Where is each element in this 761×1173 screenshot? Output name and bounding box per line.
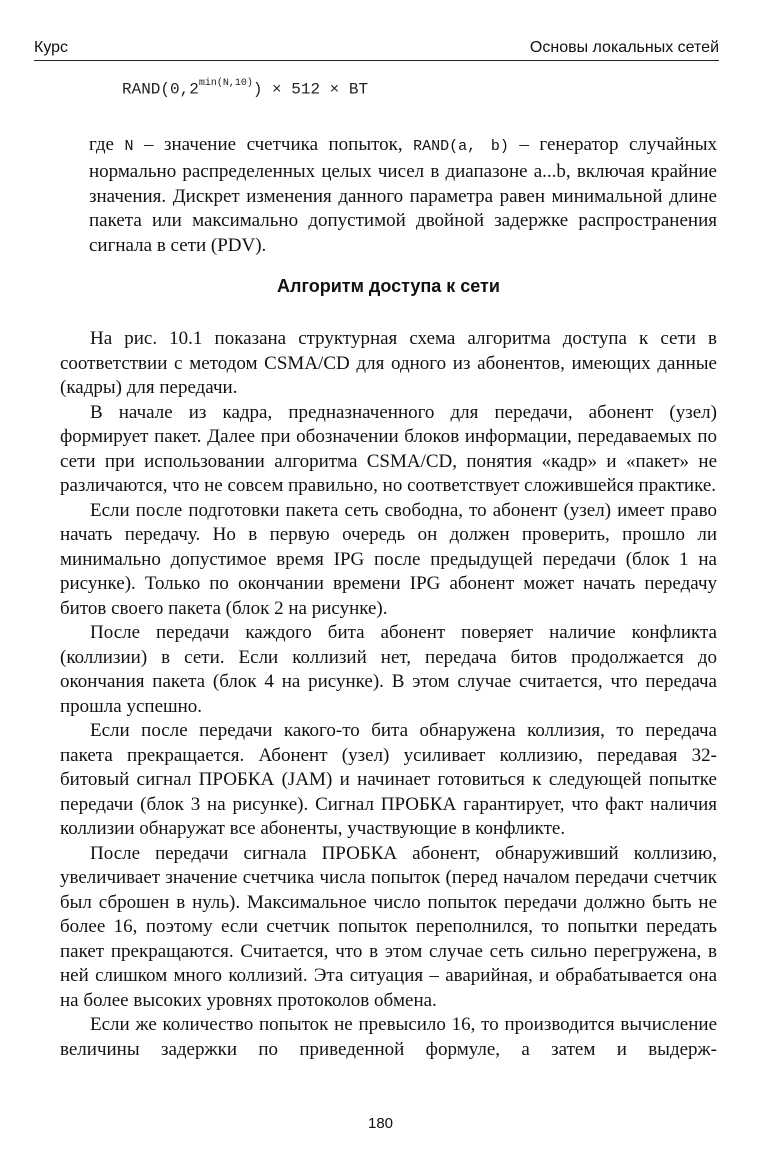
formula-exponent: min(N,10)	[198, 78, 253, 89]
intro-text-2: – значение счетчика попыток,	[133, 134, 414, 155]
paragraph: После передачи сигнала ПРОБКА абонент, обнаруживший коллизию, увеличивает значение счетчика числа попыток (перед началом передачи счетчик был сброшен в нуль). Максимальное число попыток передачи должно быть не более 16, поэтому если счетчик попыток переполнился, то попытки передать пакет прекращаются. Считается, что в этом случае сеть сильно перегружена, в ней слишком много коллизий. Эта ситуация – аварийная, и обрабатывается она на более высоких уровнях протоколов обмена.	[60, 842, 717, 1011]
formula-end: ) × 512 × BT	[252, 80, 369, 99]
intro-code-rand: RAND(a, b)	[413, 138, 509, 155]
paragraph: После передачи каждого бита абонент поверяет наличие конфликта (коллизии) в сети. Если коллизий нет, передача битов продолжается до окончания пакета (блок 4 на рисунке). В этом случае считается, что передача прошла успешно.	[60, 622, 717, 717]
paragraph: Если же количество попыток не превысило 16, то производится вычисление величины задержки по приведенной формуле, а затем и выдерж-	[60, 1014, 717, 1060]
delay-formula	[122, 80, 368, 98]
section-title: Алгоритм доступа к сети	[277, 276, 500, 296]
intro-text-1: где	[89, 134, 125, 155]
header-course: Курс	[34, 39, 69, 56]
paragraph: Если после подготовки пакета сеть свободна, то абонент (узел) имеет право начать передачу. Но в первую очередь он должен проверить, прошло ли минимально допустимое время IPG после предыдущей передачи (блок 1 на рисунке). Только по окончании времени IPG абонент может начать передачу битов своего пакета (блок 2 на рисунке).	[60, 499, 717, 619]
formula-start: RAND(0,2	[122, 80, 199, 99]
paragraph: Если после передачи какого-то бита обнаружена коллизия, то передача пакета прекращается. Абонент (узел) усиливает коллизию, передавая 32-битовый сигнал ПРОБКА (JAM) и начинает готовиться к следующей попытке передачи (блок 3 на рисунке). Сигнал ПРОБКА гарантирует, что факт наличия коллизии обнаружат все абоненты, участвующие в конфликте.	[60, 720, 717, 839]
intro-code-n: N	[124, 138, 134, 155]
body-text	[60, 327, 717, 1062]
intro-text-3: – генератор случайных нормально распределенных целых чисел в диапазоне a...b, включая крайние значения. Дискрет изменения данного параметра равен минимальной длине пакета или максимально допустимой двойной задержке распространения сигнала в сети (PDV).	[89, 134, 717, 257]
paragraph: На рис. 10.1 показана структурная схема алгоритма доступа к сети в соответствии с методом CSMA/CD для одного из абонентов, имеющих данные (кадры) для передачи.	[60, 328, 717, 398]
page-number: 180	[367, 1115, 394, 1132]
running-header	[34, 36, 719, 61]
paragraph: В начале из кадра, предназначенного для передачи, абонент (узел) формирует пакет. Далее при обозначении блоков информации, передаваемых по сети при использовании алгоритма CSMA/CD, понятия «кадр» и «пакет» не различаются, что не совсем правильно, но соответствует сложившейся практике.	[60, 401, 717, 496]
intro-paragraph	[89, 133, 717, 259]
header-subject: Основы локальных сетей	[529, 39, 719, 56]
